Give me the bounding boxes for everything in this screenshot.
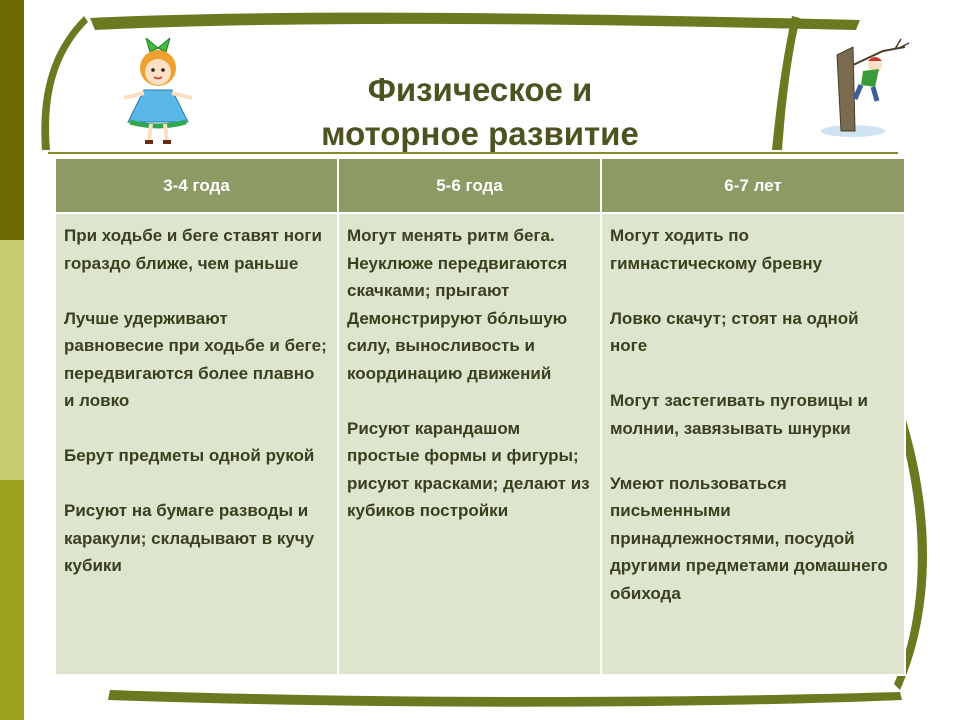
table-header-row	[55, 158, 905, 213]
table-row	[55, 213, 905, 675]
child-climbing-tree-icon	[815, 35, 915, 145]
list-item: Рисуют карандашом простые формы и фигуры; рисуют красками; делают из кубиков постройки	[347, 418, 590, 520]
header-6-7-years: 6-7 лет	[601, 158, 905, 213]
list-item: Могут застегивать пуговицы и молнии, завязывать шнурки	[610, 391, 868, 438]
cell-5-6-years	[338, 213, 601, 675]
cell-3-4-years	[55, 213, 338, 675]
development-table	[54, 157, 906, 676]
list-item: Умеют пользоваться письменными принадлежностями, посудой другими предметами домашнего обихода	[610, 473, 888, 603]
title-divider	[48, 152, 898, 154]
slide-title: Физическое и моторное развитие	[321, 71, 639, 152]
cell-6-7-years	[601, 213, 905, 675]
list-item: Рисуют на бумаге разводы и каракули; складывают в кучу кубики	[64, 501, 315, 575]
header-5-6-years: 5-6 года	[338, 158, 601, 213]
list-item: Ловко скачут; стоят на одной ноге	[610, 308, 859, 355]
list-item: Лучше удерживают равновесие при ходьбе и беге; передвигаются более плавно и ловко	[64, 308, 327, 410]
list-item: Могут менять ритм бега. Неуклюже передвигаются скачками; прыгают Демонстрируют бóльшую силу, выносливость и координацию движений	[347, 226, 568, 383]
list-item: Берут предметы одной рукой	[64, 446, 315, 465]
header-3-4-years: 3-4 года	[55, 158, 338, 213]
list-item: При ходьбе и беге ставят ноги гораздо ближе, чем раньше	[64, 226, 322, 273]
list-item: Могут ходить по гимнастическому бревну	[610, 226, 823, 273]
